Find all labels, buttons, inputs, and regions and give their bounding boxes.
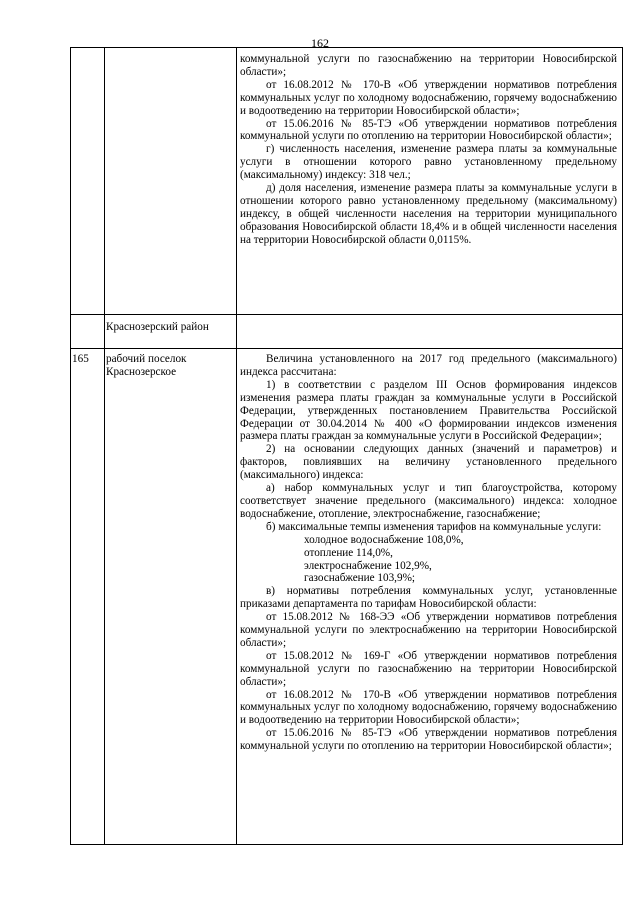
row-divider-2 (70, 348, 623, 349)
paragraph: от 15.08.2012 № 169-Г «Об утверждении нормативов потребления коммунальной услуги по газоснабжению на территории Новосибирской области»; (240, 649, 617, 688)
column-divider-1 (104, 47, 105, 845)
paragraph: Величина установленного на 2017 год предельного (максимального) индекса рассчитана: (240, 353, 617, 378)
paragraph: 2) на основании следующих данных (значений и параметров) и факторов, повлиявших на величину установленного предельного (максимального) индекса: (240, 443, 617, 482)
document-table (70, 47, 623, 845)
settlement-name: рабочий поселок Краснозерское (106, 353, 187, 378)
rate-item: холодное водоснабжение 108,0%, (304, 533, 464, 546)
paragraph: б) максимальные темпы изменения тарифов на коммунальные услуги: (266, 520, 602, 533)
column-divider-2 (236, 47, 237, 845)
table-border-left (70, 47, 71, 845)
table-border-right (622, 47, 623, 845)
paragraph: от 15.06.2016 № 85-ТЭ «Об утверждении нормативов потребления коммунальной услуги по отоплению на территории Новосибирской области»; (240, 727, 617, 753)
paragraph: от 15.08.2012 № 168-ЭЭ «Об утверждении нормативов потребления коммунальной услуги по электроснабжению на территории Новосибирской области»; (240, 611, 617, 649)
paragraph: а) набор коммунальных услуг и тип благоустройства, которому соответствует значение предельного (максимального) индекса: холодное водоснабжение, отопление, электроснабжение, газоснабжение; (240, 482, 617, 520)
paragraph: от 15.06.2016 № 85-ТЭ «Об утверждении нормативов потребления коммунальной услуги по отоплению на территории Новосибирской области»; (240, 117, 617, 143)
row-divider-1 (70, 314, 623, 315)
page-number: 162 (311, 36, 329, 50)
paragraph: коммунальной услуги по газоснабжению на территории Новосибирской области»; (240, 53, 617, 78)
continuation-text (240, 53, 617, 247)
paragraph: г) численность населения, изменение размера платы за коммунальные услуги в отношении которого равно установленному предельному (максимальному) индексу: 318 чел.; (240, 143, 617, 182)
row-number: 165 (72, 353, 89, 365)
rate-item: электроснабжение 102,9%, (304, 559, 432, 572)
table-border-bottom (70, 844, 623, 845)
paragraph: в) нормативы потребления коммунальных услуг, установленные приказами департамента по тарифам Новосибирской области: (240, 585, 617, 611)
rate-item: газоснабжение 103,9%; (304, 572, 415, 585)
paragraph: от 16.08.2012 № 170-В «Об утверждении нормативов потребления коммунальных услуг по холодному водоснабжению, горячему водоснабжению и водоотведению на территории Новосибирской области»; (240, 78, 617, 117)
district-name: Краснозерский район (106, 321, 209, 333)
paragraph: от 16.08.2012 № 170-В «Об утверждении нормативов потребления коммунальных услуг по холодному водоснабжению, горячему водоснабжению и водоотведению на территории Новосибирской области»; (240, 688, 617, 727)
settlement-description (240, 353, 617, 753)
paragraph: 1) в соответствии с разделом III Основ формирования индексов изменения размера платы граждан за коммунальные услуги в Российской Федерации, утвержденных постановлением Правительства Российской Федерации от 30.04.2014 № 400 «О формировании индексов изменения размера платы граждан за коммунальные услуги в Российской Федерации»; (240, 378, 617, 443)
table-border-top (70, 47, 623, 48)
paragraph: д) доля населения, изменение размера платы за коммунальные услуги в отношении которого равно установленному предельному (максимальному) индексу, в общей численности населения на территории муниципального образования Новосибирской области 18,4% и в общей численности населения на территории Новосибирской области 0,0115%. (240, 182, 617, 246)
rate-item: отопление 114,0%, (304, 546, 393, 559)
